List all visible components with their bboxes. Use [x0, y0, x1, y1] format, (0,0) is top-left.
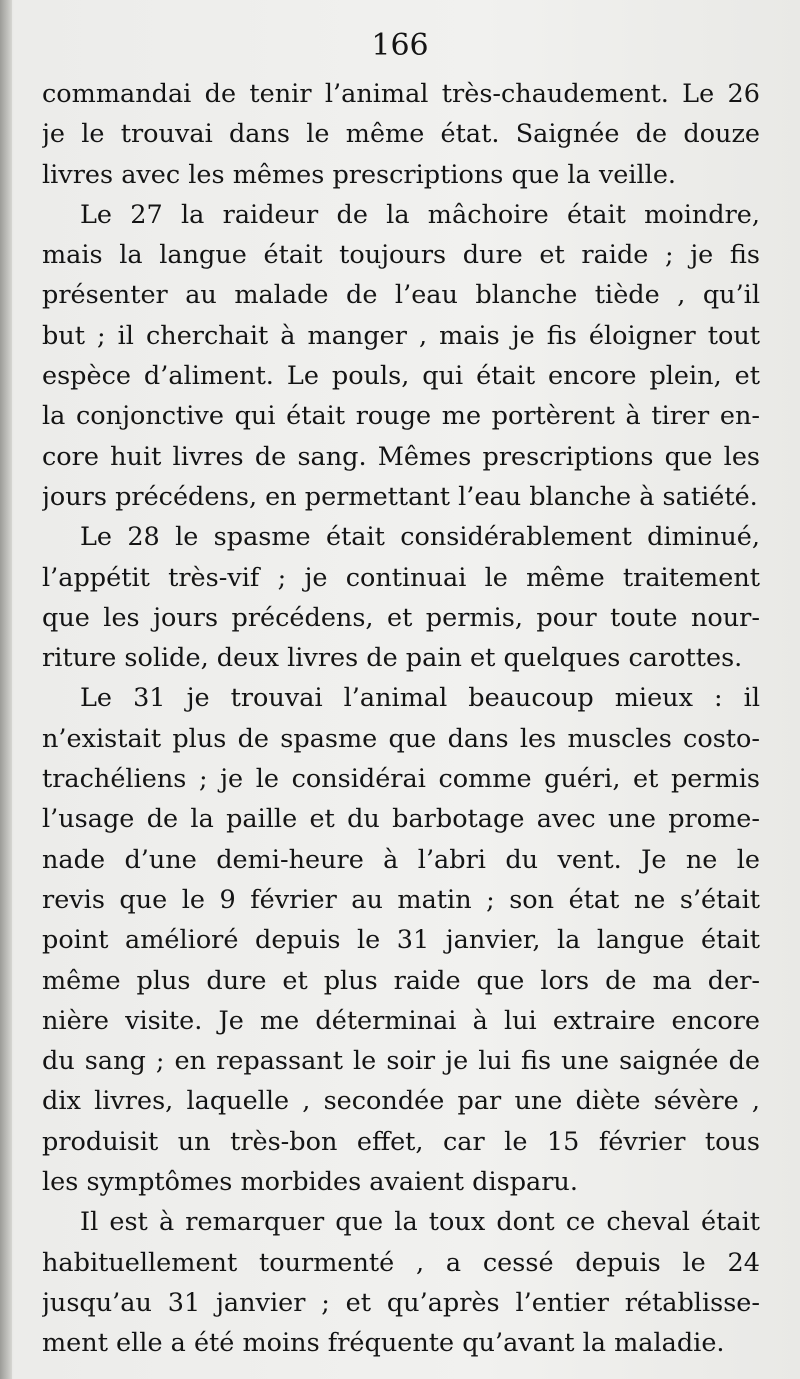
text-line: espèce d’aliment. Le pouls, qui était encore plein, et	[42, 361, 760, 392]
text-line: les symptômes morbides avaient disparu.	[42, 1167, 578, 1198]
text-line: riture solide, deux livres de pain et quelques carottes.	[42, 643, 743, 674]
text-line: livres avec les mêmes prescriptions que la veille.	[42, 159, 677, 190]
text-line: même plus dure et plus raide que lors de ma der-	[42, 965, 760, 996]
text-line: point amélioré depuis le 31 janvier, la langue était	[42, 925, 760, 956]
text-line: mais la langue était toujours dure et raide ; je fis	[42, 240, 760, 271]
text-line: Le 27 la raideur de la mâchoire était moindre,	[80, 199, 760, 230]
text-line: commandai de tenir l’animal très-chaudement. Le 26	[42, 79, 760, 109]
text-line: revis que le 9 février au matin ; son état ne s’était	[42, 884, 760, 915]
text-line: jusqu’au 31 janvier ; et qu’après l’entier rétablisse-	[42, 1287, 760, 1318]
text-line: but ; il cherchait à manger , mais je fis éloigner tout	[42, 320, 760, 351]
text-line: n’existait plus de spasme que dans les muscles costo-	[42, 723, 760, 754]
text-line: habituellement tourmenté , a cessé depuis le 24	[42, 1247, 760, 1278]
text-line: l’usage de la paille et du barbotage avec une prome-	[42, 804, 760, 835]
text-line: core huit livres de sang. Mêmes prescriptions que les	[42, 441, 760, 472]
text-line: nade d’une demi-heure à l’abri du vent. Je ne le	[42, 844, 760, 875]
text-line: la conjonctive qui était rouge me portèrent à tirer en-	[42, 401, 760, 432]
text-line: nière visite. Je me déterminai à lui extraire encore	[42, 1005, 760, 1036]
text-line: l’appétit très-vif ; je continuai le même traitement	[42, 562, 760, 593]
text-line: Le 28 le spasme était considérablement diminué,	[80, 522, 760, 553]
text-line: ment elle a été moins fréquente qu’avant la maladie.	[42, 1328, 725, 1359]
text-line: Le 31 je trouvai l’animal beaucoup mieux : il	[80, 683, 760, 714]
text-line: que les jours précédens, et permis, pour toute nour-	[42, 602, 760, 633]
page-number: 166	[371, 28, 429, 63]
body-text	[42, 74, 760, 1364]
text-line: dix livres, laquelle , secondée par une diète sévère ,	[42, 1086, 760, 1117]
text-line: jours précédens, en permettant l’eau blanche à satiété.	[42, 481, 758, 512]
text-line: je le trouvai dans le même état. Saignée de douze	[42, 119, 760, 150]
text-line: du sang ; en repassant le soir je lui fis une saignée de	[42, 1046, 760, 1077]
text-line: produisit un très-bon effet, car le 15 février tous	[42, 1126, 760, 1157]
text-line: trachéliens ; je le considérai comme guéri, et permis	[42, 764, 760, 795]
text-line: présenter au malade de l’eau blanche tiède , qu’il	[42, 280, 760, 311]
text-line: Il est à remarquer que la toux dont ce cheval était	[80, 1207, 760, 1238]
